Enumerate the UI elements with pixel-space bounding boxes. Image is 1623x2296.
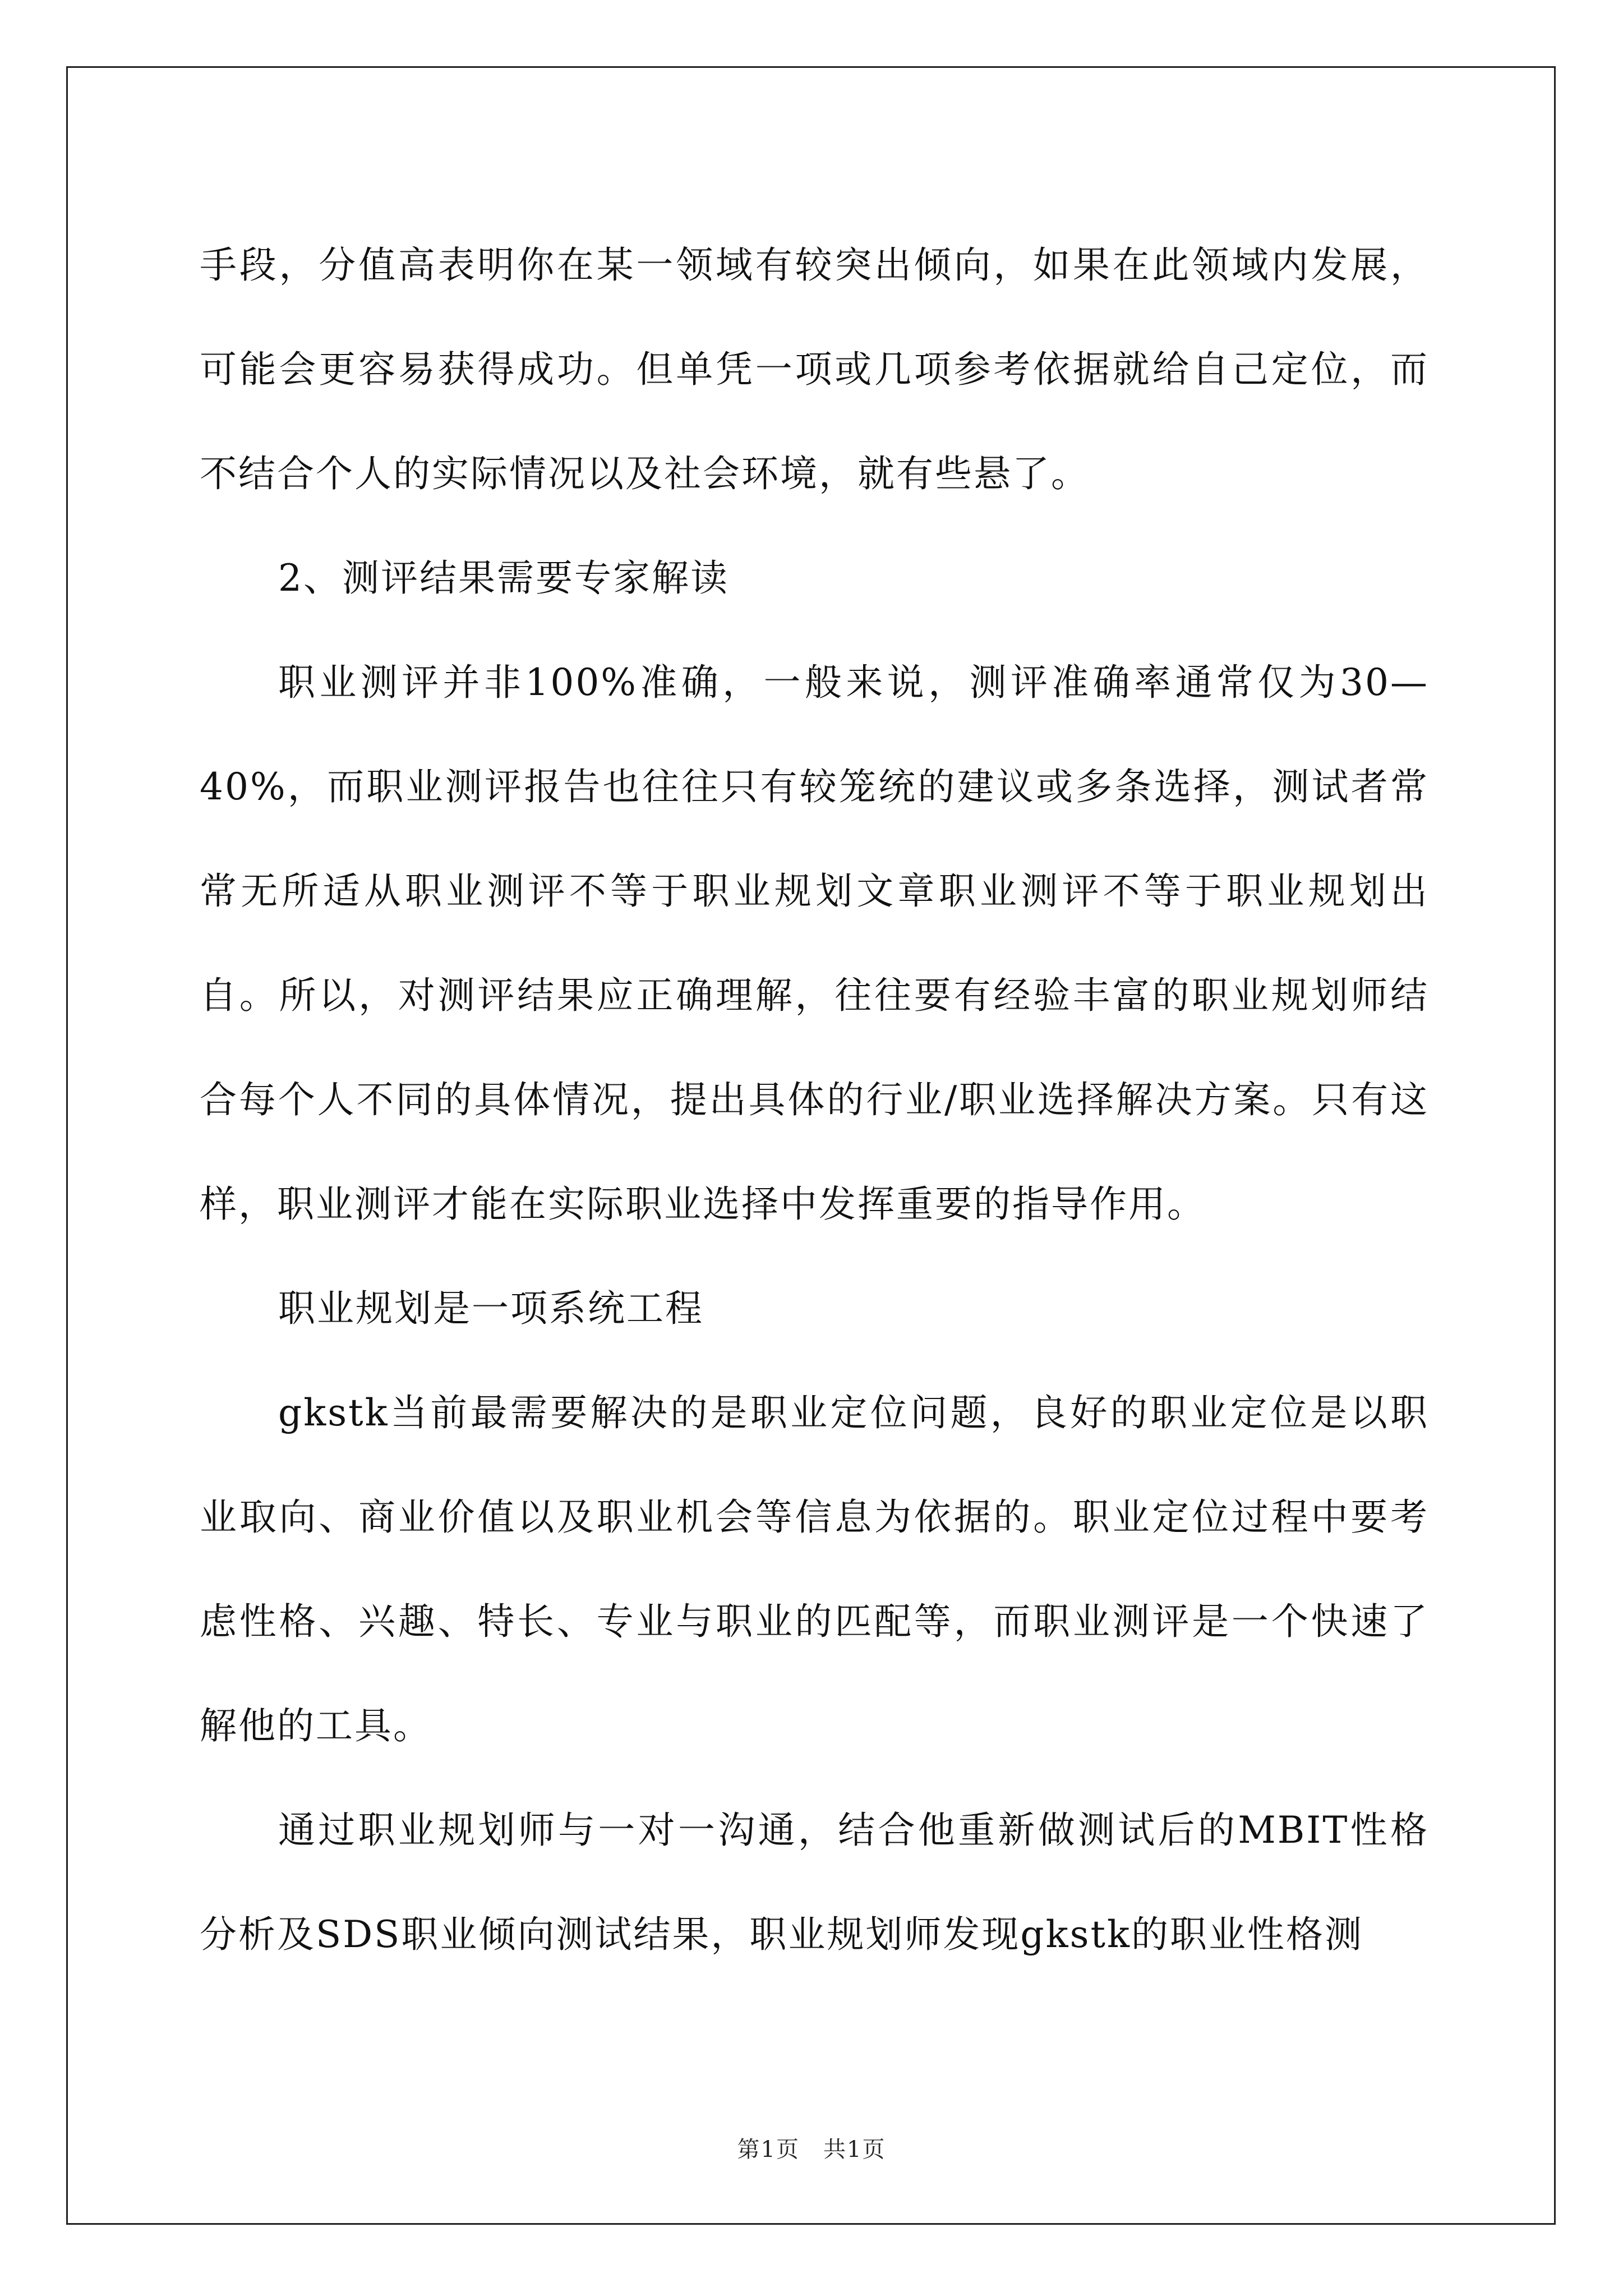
- paragraph-5: gkstk当前最需要解决的是职业定位问题，良好的职业定位是以职业取向、商业价值以及职业机会等信息为依据的。职业定位过程中要考虑性格、兴趣、特长、专业与职业的匹配等，而职业测评是一个快速了解他的工具。: [200, 1391, 1429, 1747]
- paragraph-1: 手段，分值高表明你在某一领域有较突出倾向，如果在此领域内发展，可能会更容易获得成功。但单凭一项或几项参考依据就给自己定位，而不结合个人的实际情况以及社会环境，就有些悬了。: [200, 243, 1429, 495]
- paragraph-3: 职业测评并非100%准确，一般来说，测评准确率通常仅为30—40%，而职业测评报告也往往只有较笼统的建议或多条选择，测试者常常无所适从职业测评不等于职业规划文章职业测评不等于职业规划出自。所以，对测评结果应正确理解，往往要有经验丰富的职业规划师结合每个人不同的具体情况，提出具体的行业/职业选择解决方案。只有这样，职业测评才能在实际职业选择中发挥重要的指导作用。: [200, 661, 1429, 1226]
- paragraph-2-heading: 2、测评结果需要专家解读: [278, 556, 729, 600]
- paragraph-6: 通过职业规划师与一对一沟通，结合他重新做测试后的MBIT性格分析及SDS职业倾向测试结果，职业规划师发现gkstk的职业性格测: [200, 1809, 1429, 1956]
- document-body: [200, 213, 1429, 1987]
- page-footer: 第1页 共1页: [737, 2137, 886, 2162]
- paragraph-4-heading: 职业规划是一项系统工程: [278, 1287, 704, 1330]
